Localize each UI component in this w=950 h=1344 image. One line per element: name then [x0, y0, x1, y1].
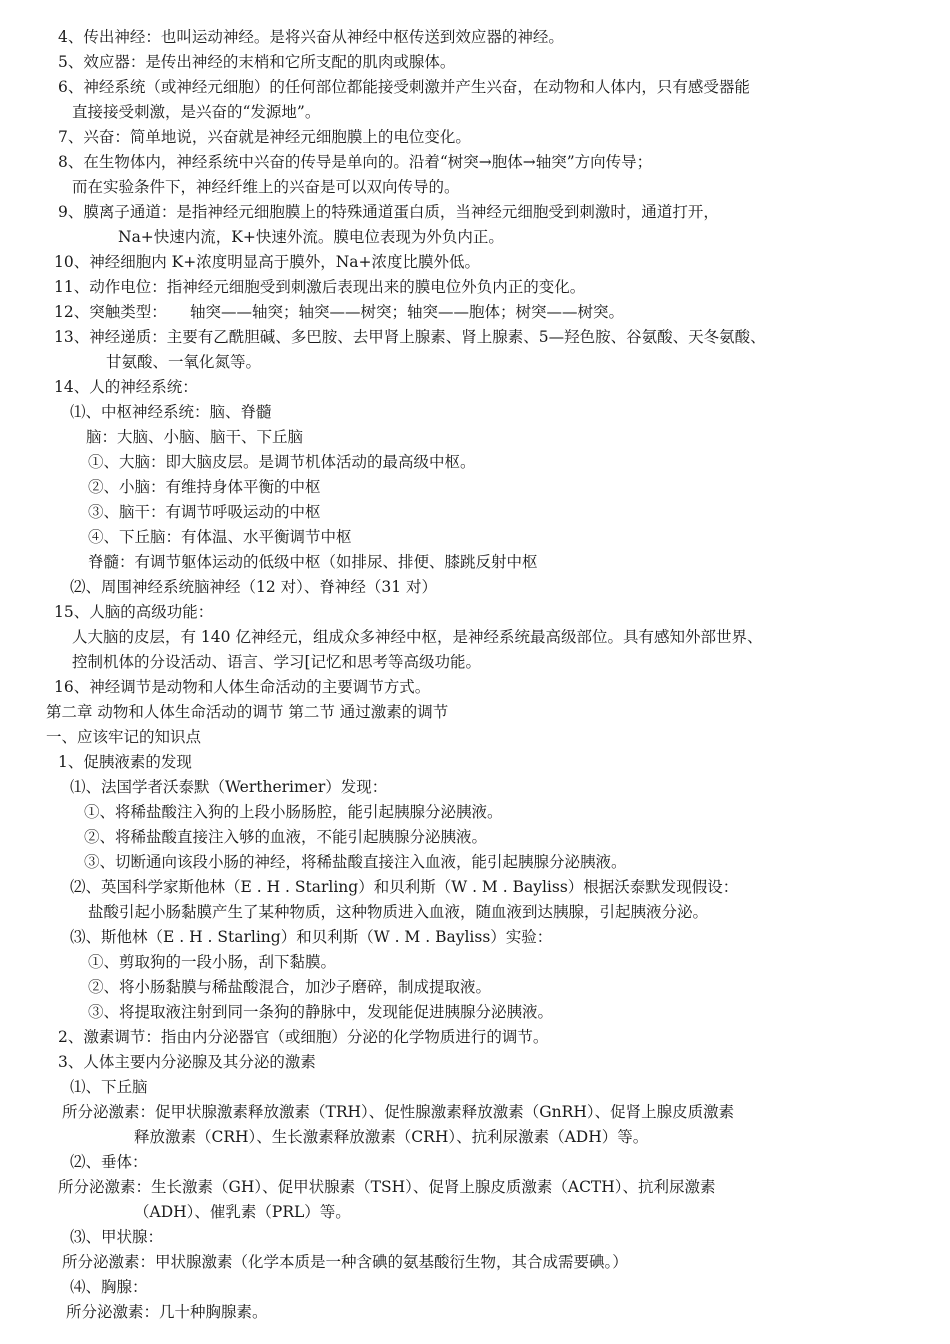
text-line: ⑶、斯他林（E . H . Starling）和贝利斯（W . M . Bayliss）实验： [70, 928, 553, 946]
text-line: 直接接受刺激，是兴奋的“发源地”。 [72, 103, 321, 121]
text-line: ⑷、胸腺： [70, 1278, 148, 1296]
section-heading: 1、促胰液素的发现 [58, 753, 192, 771]
text-line: ⑵、垂体： [70, 1153, 148, 1171]
section-heading: 14、人的神经系统： [54, 378, 198, 396]
text-line: （ADH）、催乳素（PRL）等。 [134, 1203, 351, 1221]
text-line: 9、膜离子通道：是指神经元细胞膜上的特殊通道蛋白质，当神经元细胞受到刺激时，通道打开， [58, 203, 719, 221]
text-line: 盐酸引起小肠黏膜产生了某种物质，这种物质进入血液，随血液到达胰腺，引起胰液分泌。 [88, 903, 709, 921]
text-line: ⑶、甲状腺： [70, 1228, 164, 1246]
section-heading: 一、应该牢记的知识点 [46, 728, 202, 746]
text-line: 所分泌激素：几十种胸腺素。 [66, 1303, 268, 1321]
text-line: 12、突触类型： 轴突——轴突；轴突——树突；轴突——胞体；树突——树突。 [54, 303, 624, 321]
text-line: 所分泌激素：甲状腺激素（化学本质是一种含碘的氨基酸衍生物，其合成需要碘。） [62, 1253, 628, 1271]
text-line: ②、小脑：有维持身体平衡的中枢 [88, 478, 321, 496]
text-line: 7、兴奋：简单地说，兴奋就是神经元细胞膜上的电位变化。 [58, 128, 471, 146]
text-line: 脑：大脑、小脑、脑干、下丘脑 [86, 428, 304, 446]
chapter-heading: 第二章 动物和人体生命活动的调节 第二节 通过激素的调节 [46, 703, 449, 721]
text-line: 所分泌激素：促甲状腺激素释放激素（TRH）、促性腺激素释放激素（GnRH）、促肾上腺皮质激素 [62, 1103, 735, 1121]
text-line: ②、将稀盐酸直接注入够的血液，不能引起胰腺分泌胰液。 [84, 828, 488, 846]
text-line: ⑴、中枢神经系统：脑、脊髓 [70, 403, 272, 421]
text-line: 甘氨酸、一氧化氮等。 [106, 353, 262, 371]
text-line: 4、传出神经：也叫运动神经。是将兴奋从神经中枢传送到效应器的神经。 [58, 28, 564, 46]
text-line: 8、在生物体内，神经系统中兴奋的传导是单向的。沿着“树突→胞体→轴突”方向传导； [58, 153, 653, 171]
text-line: 10、神经细胞内 K+浓度明显高于膜外，Na+浓度比膜外低。 [54, 253, 481, 271]
text-line: ③、切断通向该段小肠的神经，将稀盐酸直接注入血液，能引起胰腺分泌胰液。 [84, 853, 627, 871]
text-line: Na+快速内流，K+快速外流。膜电位表现为外负内正。 [118, 228, 504, 246]
text-line: 控制机体的分设活动、语言、学习[记忆和思考等高级功能。 [72, 653, 482, 671]
section-heading: 3、人体主要内分泌腺及其分泌的激素 [58, 1053, 316, 1071]
text-line: 16、神经调节是动物和人体生命活动的主要调节方式。 [54, 678, 431, 696]
text-line: ①、剪取狗的一段小肠，刮下黏膜。 [88, 953, 337, 971]
text-line: ③、脑干：有调节呼吸运动的中枢 [88, 503, 321, 521]
text-line: 11、动作电位：指神经元细胞受到刺激后表现出来的膜电位外负内正的变化。 [54, 278, 586, 296]
text-line: ④、下丘脑：有体温、水平衡调节中枢 [88, 528, 352, 546]
text-line: ③、将提取液注射到同一条狗的静脉中，发现能促进胰腺分泌胰液。 [88, 1003, 554, 1021]
text-line: 5、效应器：是传出神经的末梢和它所支配的肌肉或腺体。 [58, 53, 456, 71]
text-line: 而在实验条件下，神经纤维上的兴奋是可以双向传导的。 [72, 178, 460, 196]
section-heading: 15、人脑的高级功能： [54, 603, 214, 621]
text-line: ②、将小肠黏膜与稀盐酸混合，加沙子磨碎，制成提取液。 [88, 978, 492, 996]
text-line: ⑴、法国学者沃泰默（Wertherimer）发现： [70, 778, 388, 796]
text-line: 释放激素（CRH）、生长激素释放激素（CRH）、抗利尿激素（ADH）等。 [134, 1128, 649, 1146]
text-line: ①、将稀盐酸注入狗的上段小肠肠腔，能引起胰腺分泌胰液。 [84, 803, 503, 821]
text-line: ⑴、下丘脑 [70, 1078, 148, 1096]
text-line: 所分泌激素：生长激素（GH）、促甲状腺素（TSH）、促肾上腺皮质激素（ACTH）、抗利尿激素 [58, 1178, 716, 1196]
text-line: 13、神经递质：主要有乙酰胆碱、多巴胺、去甲肾上腺素、肾上腺素、5—羟色胺、谷氨酸、天冬氨酸、 [54, 328, 766, 346]
text-line: ①、大脑：即大脑皮层。是调节机体活动的最高级中枢。 [88, 453, 476, 471]
text-line: 2、激素调节：指由内分泌器官（或细胞）分泌的化学物质进行的调节。 [58, 1028, 549, 1046]
text-line: ⑵、周围神经系统脑神经（12 对）、脊神经（31 对） [70, 578, 438, 596]
text-line: 脊髓：有调节躯体运动的低级中枢（如排尿、排便、膝跳反射中枢 [88, 553, 538, 571]
text-line: 人大脑的皮层，有 140 亿神经元，组成众多神经中枢，是神经系统最高级部位。具有感知外部世界、 [72, 628, 763, 646]
text-line: ⑵、英国科学家斯他林（E . H . Starling）和贝利斯（W . M . Bayliss）根据沃泰默发现假设： [70, 878, 739, 896]
text-line: 6、神经系统（或神经元细胞）的任何部位都能接受刺激并产生兴奋，在动物和人体内，只有感受器能 [58, 78, 750, 96]
